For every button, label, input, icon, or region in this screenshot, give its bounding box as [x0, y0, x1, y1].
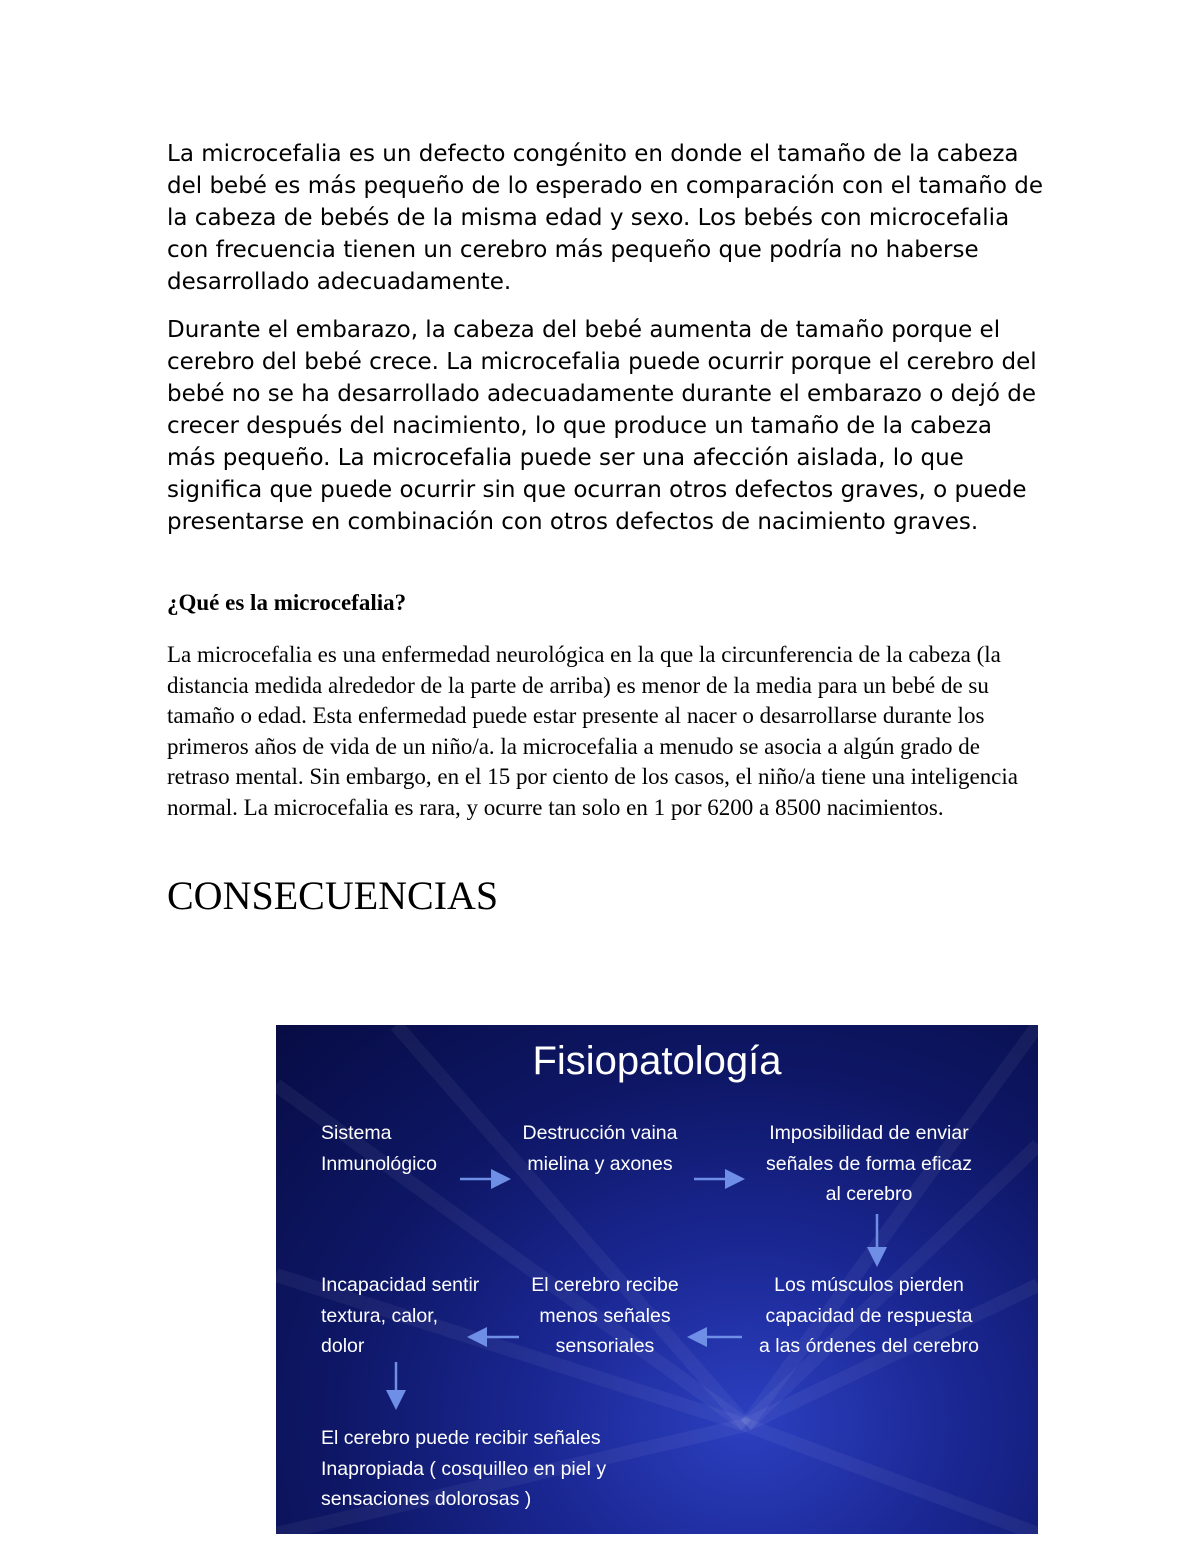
node-line: Los músculos pierden	[774, 1274, 964, 1296]
node-line: señales de forma eficaz	[766, 1152, 972, 1175]
node-line: Inmunológico	[321, 1152, 437, 1175]
node-line: El cerebro puede recibir señales	[321, 1427, 601, 1449]
node-line: Imposibilidad de enviar	[769, 1122, 969, 1144]
node-line: sensoriales	[555, 1335, 655, 1357]
node-signal-impossibility	[744, 1118, 994, 1210]
node-line: Sistema	[321, 1122, 392, 1144]
node-line: mielina y axones	[527, 1152, 673, 1175]
consequences-heading: CONSECUENCIAS	[167, 873, 499, 918]
node-line: Incapacidad sentir	[321, 1274, 480, 1296]
node-myelin-destruction	[510, 1118, 690, 1179]
node-line: menos señales	[539, 1304, 671, 1327]
node-line: Inapropiada ( cosquilleo en piel y	[321, 1457, 607, 1480]
intro-paragraph: La microcefalia es un defecto congénito en donde el tamaño de la cabeza del bebé es más pequeño de lo esperado en comparación con el tamaño de la cabeza de bebés de la misma edad y sexo. Los bebés con microcefalia con frecuencia tienen un cerebro más pequeño que podría no haberse desarrollado adecuadamente.	[167, 141, 1043, 295]
node-line: dolor	[321, 1335, 365, 1357]
node-muscles-response	[744, 1270, 994, 1362]
question-paragraph: La microcefalia es una enfermedad neurológica en la que la circunferencia de la cabeza (la distancia medida alrededor de la parte de arriba) es menor de la media para un bebé de su tamaño o edad. Esta enfermedad puede estar presente al nacer o desarrollarse durante los primeros años de vida de un niño/a. la microcefalia a menudo se asocia a algún grado de retraso mental. Sin embargo, en el 15 por ciento de los casos, el niño/a tiene una inteligencia normal. La microcefalia es rara, y ocurre tan solo en 1 por 6200 a 8500 nacimientos.	[167, 642, 1018, 820]
pregnancy-paragraph: Durante el embarazo, la cabeza del bebé aumenta de tamaño porque el cerebro del bebé crece. La microcefalia puede ocurrir porque el cerebro del bebé no se ha desarrollado adecuadamente durante el embarazo o dejó de crecer después del nacimiento, lo que produce un tamaño de la cabeza más pequeño. La microcefalia puede ser una afección aislada, lo que significa que puede ocurrir sin que ocurran otros defectos graves, o puede presentarse en combinación con otros defectos de nacimiento graves.	[167, 317, 1037, 535]
node-line: al cerebro	[825, 1183, 913, 1205]
fisiopatologia-slide	[276, 1025, 1038, 1534]
node-line: sensaciones dolorosas )	[321, 1488, 532, 1510]
node-line: Destrucción vaina	[522, 1122, 678, 1144]
node-brain-fewer-signals	[520, 1270, 690, 1362]
node-line: capacidad de respuesta	[765, 1304, 973, 1327]
node-line: textura, calor,	[321, 1304, 439, 1327]
node-immune-system	[321, 1118, 437, 1179]
node-line: a las órdenes del cerebro	[758, 1335, 980, 1357]
node-sensation-incapacity	[321, 1270, 479, 1362]
question-heading: ¿Qué es la microcefalia?	[167, 590, 407, 615]
node-line: El cerebro recibe	[531, 1274, 679, 1296]
slide-title: Fisiopatología	[532, 1039, 782, 1083]
node-inappropriate-signals	[321, 1423, 606, 1515]
